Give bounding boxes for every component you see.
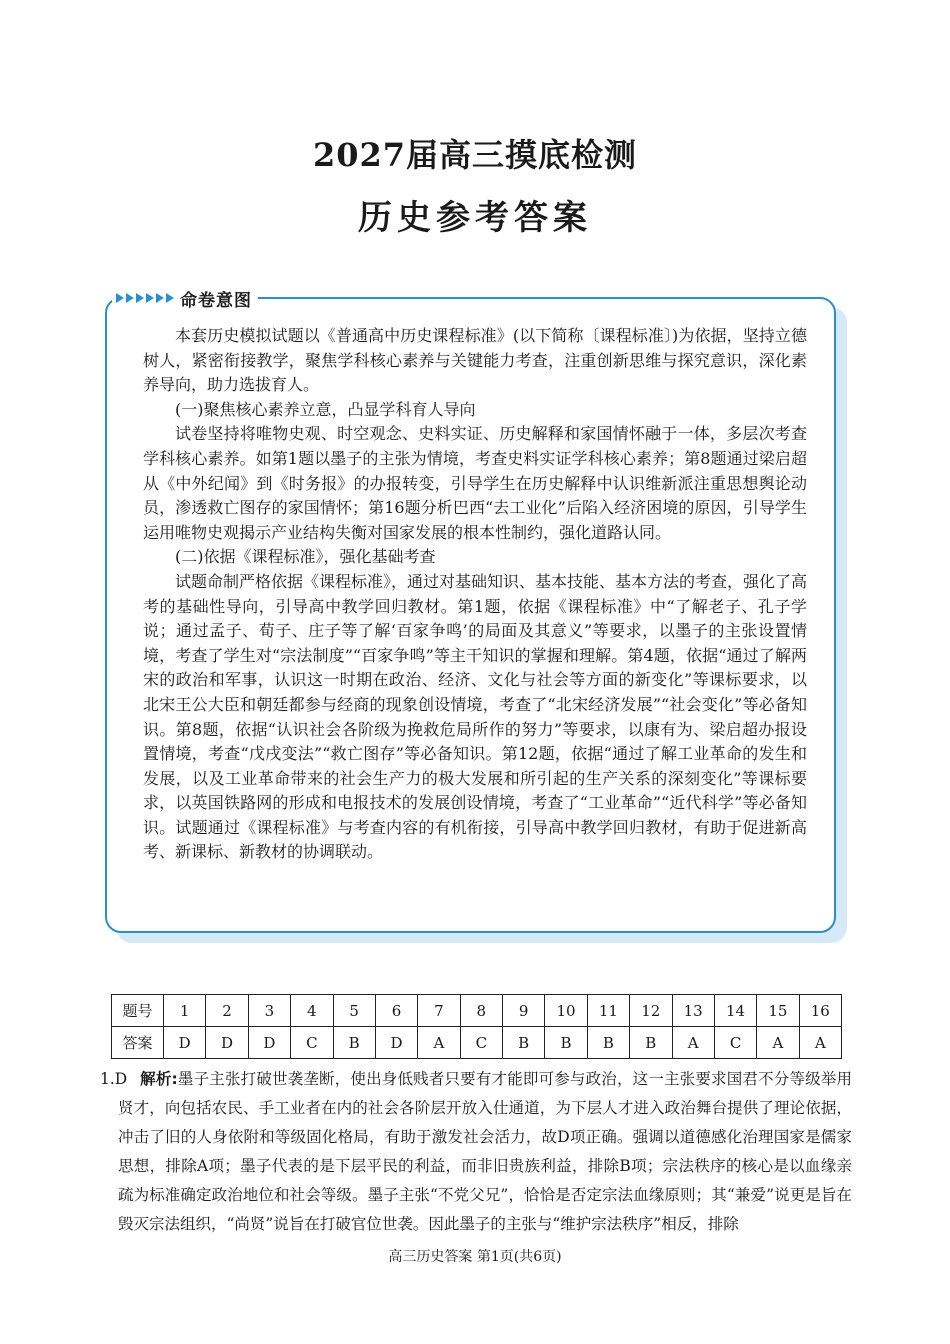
answer-cell: B xyxy=(587,1027,629,1059)
question-number: 15 xyxy=(757,995,799,1027)
answer-cell: A xyxy=(418,1027,460,1059)
page-title-line1: 2027届高三摸底检测 xyxy=(312,136,638,174)
question-number: 2 xyxy=(206,995,248,1027)
answer-cell: B xyxy=(545,1027,587,1059)
arrow-icons xyxy=(116,293,174,303)
question-number: 3 xyxy=(248,995,290,1027)
answer-cell: B xyxy=(503,1027,545,1059)
question-number: 14 xyxy=(714,995,756,1027)
answer-cell: D xyxy=(375,1027,417,1059)
intent-box-body xyxy=(143,324,807,865)
intent-paragraph: 本套历史模拟试题以《普通高中历史课程标准》(以下简称〔课程标准〕)为依据，坚持立德树人，紧密衔接教学，聚焦学科核心素养与关键能力考查，注重创新思维与探究意识，深化素养导向，助力选拔育人。 xyxy=(143,326,807,395)
question-number: 10 xyxy=(545,995,587,1027)
intent-box-heading xyxy=(112,287,258,309)
intent-subheading: (一)聚焦核心素养立意，凸显学科育人导向 xyxy=(175,399,476,419)
answer-cell: D xyxy=(164,1027,206,1059)
question-number: 6 xyxy=(375,995,417,1027)
question-number: 9 xyxy=(503,995,545,1027)
question-number: 16 xyxy=(799,995,841,1027)
intent-paragraph: 试题命制严格依据《课程标准》，通过对基础知识、基本技能、基本方法的考查，强化了高考的基础性导向，引导高中教学回归教材。第1题，依据《课程标准》中“了解老子、孔子学说；通过孟子、荀子、庄子等了解‘百家争鸣’的局面及其意义”等要求，以墨子的主张设置情境，考查了学生对“宗法制度”“百家争鸣”等主干知识的掌握和理解。第4题，依据“通过了解两宋的政治和军事，认识这一时期在政治、经济、文化与社会等方面的新变化”等课标要求，以北宋王公大臣和朝廷都参与经商的现象创设情境，考查了“北宋经济发展”“社会变化”等必备知识。第8题，依据“认识社会各阶级为挽救危局所作的努力”等要求，以康有为、梁启超办报设置情境，考查“戊戌变法”“救亡图存”等必备知识。第12题，依据“通过了解工业革命的发生和发展，以及工业革命带来的社会生产力的极大发展和所引起的生产关系的深刻变化”等课标要求，以英国铁路网的形成和电报技术的发展创设情境，考查了“工业革命”“近代科学”等必备知识。试题通过《课程标准》与考查内容的有机衔接，引导高中教学回归教材，有助于促进新高考、新课标、新教材的协调联动。 xyxy=(143,571,808,862)
answer-cell: A xyxy=(799,1027,841,1059)
answer-cell: C xyxy=(460,1027,502,1059)
page-title-line2: 历史参考答案 xyxy=(358,198,592,238)
intent-heading-label: 命卷意图 xyxy=(180,290,252,311)
row-label: 题号 xyxy=(112,995,164,1027)
question-number: 8 xyxy=(460,995,502,1027)
question-number: 12 xyxy=(630,995,672,1027)
question-number: 5 xyxy=(333,995,375,1027)
answer-cell: B xyxy=(333,1027,375,1059)
answer-row xyxy=(112,1027,842,1059)
explanation-text: 墨子主张打破世袭垄断，使出身低贱者只要有才能即可参与政治，这一主张要求国君不分等级举用贤才，向包括农民、手工业者在内的社会各阶层开放入仕通道，为下层人才进入政治舞台提供了理论依据，冲击了旧的人身依附和等级固化格局，有助于激发社会活力，故D项正确。强调以道德感化治理国家是儒家思想，排除A项；墨子代表的是下层平民的利益，而非旧贵族利益，排除B项；宗法秩序的核心是以血缘亲疏为标准确定政治地位和社会等级。墨子主张“不党父兄”，恰恰是否定宗法血缘原则；其“兼爱”说更是旨在毁灭宗法组织，“尚贤”说旨在打破官位世袭。因此墨子的主张与“维护宗法秩序”相反，排除 xyxy=(118,1070,852,1233)
answer-cell: C xyxy=(291,1027,333,1059)
answer-cell: B xyxy=(630,1027,672,1059)
explanation-number: 1.D xyxy=(100,1070,128,1088)
explanation-1 xyxy=(100,1065,852,1239)
intent-subheading: (二)依据《课程标准》，强化基础考查 xyxy=(175,547,436,567)
row-label: 答案 xyxy=(112,1027,164,1059)
question-number: 13 xyxy=(672,995,714,1027)
answer-table xyxy=(111,994,842,1059)
explanation-label: 解析: xyxy=(140,1070,178,1088)
question-number-row xyxy=(112,995,842,1027)
answer-cell: C xyxy=(714,1027,756,1059)
answer-cell: D xyxy=(206,1027,248,1059)
page-footer: 高三历史答案 第1页(共6页) xyxy=(388,1249,562,1265)
question-number: 4 xyxy=(291,995,333,1027)
intent-paragraph: 试卷坚持将唯物史观、时空观念、史料实证、历史解释和家国情怀融于一体，多层次考查学科核心素养。如第1题以墨子的主张为情境，考查史料实证学科核心素养；第8题通过梁启超从《中外纪闻》到《时务报》的办报转变，引导学生在历史解释中认识维新派注重思想舆论动员，渗透救亡图存的家国情怀；第16题分析巴西“去工业化”后陷入经济困境的原因，引导学生运用唯物史观揭示产业结构失衡对国家发展的根本性制约，强化道路认同。 xyxy=(143,424,807,542)
answer-cell: A xyxy=(757,1027,799,1059)
question-number: 11 xyxy=(587,995,629,1027)
question-number: 1 xyxy=(164,995,206,1027)
question-number: 7 xyxy=(418,995,460,1027)
answer-cell: A xyxy=(672,1027,714,1059)
answer-cell: D xyxy=(248,1027,290,1059)
